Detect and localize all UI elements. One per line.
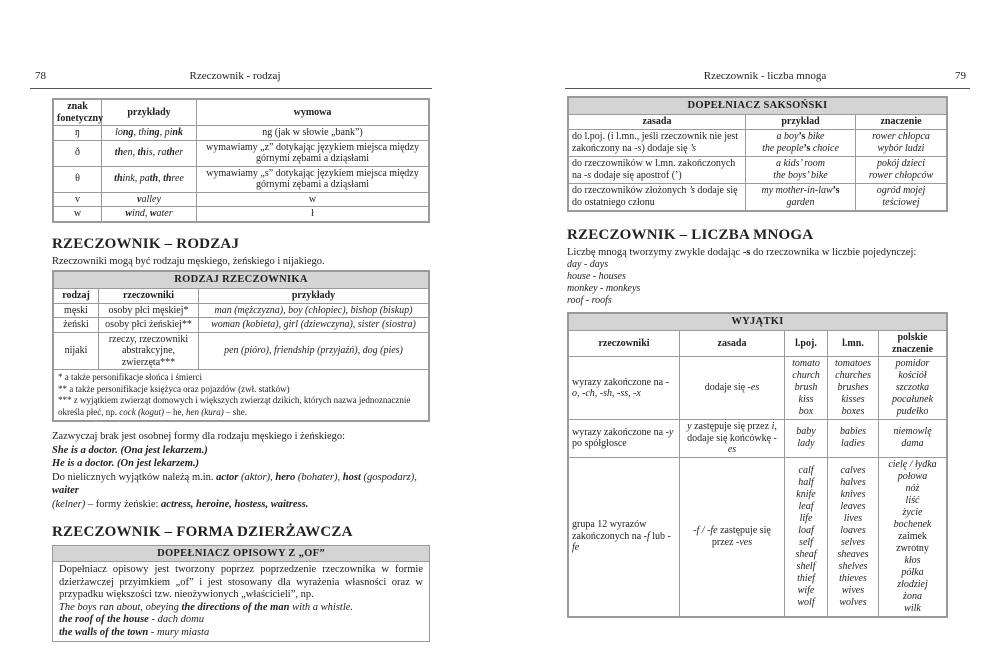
col-header: l.poj.: [785, 331, 828, 357]
examples: [102, 192, 197, 207]
col-header: rzeczowniki: [569, 331, 680, 357]
text-run: th: [163, 173, 172, 185]
text-run: ’s: [832, 185, 840, 197]
word: nóż: [905, 482, 920, 494]
example: [59, 627, 423, 640]
box-title: DOPEŁNIACZ OPISOWY Z „OF”: [53, 546, 429, 562]
text-run: the directions of the man: [181, 601, 290, 613]
example: [59, 602, 423, 615]
text-run: nk: [172, 127, 183, 138]
paragraph-line: [52, 457, 430, 471]
col-header: rzeczowniki: [99, 289, 199, 304]
word: zaimek zwrotny: [896, 530, 929, 554]
example: day - days: [567, 259, 609, 271]
text-run: – she.: [223, 406, 247, 417]
table-row: [569, 183, 947, 210]
text-run: He is a doctor. (On jest lekarzem.): [52, 458, 199, 470]
rule: [569, 156, 746, 183]
text-run: w: [125, 208, 133, 219]
phonetic-sign: ŋ: [54, 126, 102, 141]
text-run: – formy żeńskie:: [85, 498, 162, 510]
text-run: (aktor),: [238, 471, 276, 483]
meaning: [856, 183, 947, 210]
word: boxes: [841, 406, 865, 418]
word: churches: [835, 370, 871, 382]
text-run: host: [342, 471, 361, 483]
table-row: [54, 126, 429, 141]
left-page-content: [52, 98, 430, 642]
example: [746, 156, 856, 183]
table-row: [54, 207, 429, 222]
text-run: with a whistle.: [289, 601, 354, 613]
word: knife: [796, 488, 816, 500]
pronunciation: wymawiamy „z” dotykając językiem miejsca między górnymi zębami a dziąsłami: [197, 140, 429, 166]
pronunciation: ng (jak w słowie „bank”): [197, 126, 429, 141]
text-run: ink, pa: [122, 173, 150, 185]
text-run: do rzeczownika w liczbie pojedynczej:: [750, 246, 917, 258]
word: sheaves: [837, 548, 869, 560]
text-run: dodaje się: [704, 382, 748, 394]
table-title: RODZAJ RZECZOWNIKA: [54, 272, 429, 289]
text-run: alley: [141, 193, 161, 205]
table-row: [54, 318, 429, 333]
text-run: The boys ran about, obeying: [59, 601, 182, 613]
nouns: rzeczy, rzeczowniki abstrakcyjne, zwierzęta***: [99, 332, 199, 370]
text-run: hero: [275, 471, 296, 483]
text-run: th: [114, 173, 123, 185]
gender: nijaki: [54, 332, 99, 370]
word: kłos: [904, 554, 921, 566]
word: lives: [843, 512, 863, 524]
polish-meaning: [879, 420, 947, 458]
text-run: dodaje się apostrof (’): [591, 169, 682, 181]
text-run: ’s: [688, 185, 695, 197]
text-run: is, ra: [145, 147, 167, 159]
table-row: [54, 192, 429, 207]
word: thief: [797, 572, 815, 584]
text-run: lo: [115, 127, 123, 138]
right-page-content: [567, 96, 948, 618]
word: knives: [840, 488, 866, 500]
example: monkey - monkeys: [567, 283, 641, 295]
word: pocałunek: [891, 394, 934, 406]
word: bochenek: [893, 518, 932, 530]
table-row: [569, 420, 947, 458]
word: halves: [840, 476, 866, 488]
section-heading-gender: RZECZOWNIK – RODZAJ: [52, 235, 240, 252]
word: tomatoes: [834, 358, 872, 370]
rule: [680, 457, 785, 616]
text-run: hen (kura): [185, 406, 224, 417]
example: [746, 129, 856, 156]
of-genitive-box: [52, 545, 430, 642]
text-run: -y: [665, 426, 674, 438]
examples: [102, 207, 197, 222]
text-run: ree: [171, 173, 184, 185]
examples: [102, 140, 197, 166]
word: kościół: [898, 370, 927, 382]
examples: man (mężczyzna), boy (chłopiec), bishop (biskup): [199, 303, 429, 318]
polish-meaning: [879, 357, 947, 420]
text-run: the walls of the town: [59, 626, 149, 638]
col-header: zasada: [569, 115, 746, 130]
examples: woman (kobieta), girl (dziewczyna), sister (siostra): [199, 318, 429, 333]
word: brush: [794, 382, 818, 394]
text-run: ’s: [798, 131, 806, 143]
text-run: wyrazy zakończone na: [572, 426, 666, 438]
word: calf: [798, 464, 814, 476]
text-run: -s: [583, 169, 592, 181]
table-row: [54, 332, 429, 370]
word: pokój dzieci: [876, 157, 926, 169]
col-header: zasada: [680, 331, 785, 357]
nouns: [569, 420, 680, 458]
word: złodziej: [897, 578, 928, 590]
nouns: osoby płci żeńskiej**: [99, 318, 199, 333]
text-run: ater: [156, 208, 173, 219]
word: życie: [902, 506, 923, 518]
text-run: a kids’ room: [775, 158, 826, 170]
rule: [569, 129, 746, 156]
text-run: ind,: [132, 208, 150, 219]
text-run: actress, heroine, hostess, waitress.: [161, 498, 309, 510]
nouns: [569, 457, 680, 616]
word: wolves: [839, 596, 867, 608]
rule: [680, 357, 785, 420]
text-run: Zazwyczaj brak jest osobnej formy dla rodzaju męskiego i żeńskiego:: [52, 431, 346, 443]
text-run: my mother-in-law: [761, 185, 833, 197]
section-heading-possessive: RZECZOWNIK – FORMA DZIERŻAWCZA: [52, 524, 353, 541]
word: niemowlę: [893, 426, 932, 438]
text-run: do rzeczowników złożonych: [572, 185, 689, 197]
col-header: znaczenie: [856, 115, 947, 130]
running-head-left: Rzeczownik - rodzaj: [189, 70, 281, 82]
text-run: th: [137, 147, 146, 159]
word: shelf: [796, 560, 816, 572]
word: pudełko: [896, 406, 929, 418]
text-run: (gospodarz),: [360, 471, 417, 483]
nouns: [569, 357, 680, 420]
text-run: Liczbę mnogą tworzymy zwykle dodając: [567, 246, 743, 258]
text-run: ng: [122, 127, 134, 138]
plural: [828, 457, 879, 616]
singular: [785, 457, 828, 616]
pronunciation: ł: [197, 207, 429, 222]
paragraph-line: [52, 444, 430, 458]
phonetic-sign: θ: [54, 166, 102, 192]
page-number-left: 78: [35, 70, 46, 82]
singular: [785, 420, 828, 458]
word: ogród mojej teściowej: [876, 184, 926, 208]
text-run: ng: [149, 127, 160, 138]
text-run: , dodaje się końcówkę: [687, 421, 777, 444]
col-header: rodzaj: [54, 289, 99, 304]
footnote: * a także personifikacje słońca i śmierci: [58, 372, 202, 383]
footnotes: [54, 370, 429, 421]
word: wybór ludzi: [877, 142, 925, 154]
phonetic-sign: v: [54, 192, 102, 207]
text-run: garden: [786, 196, 815, 208]
paragraph-line: [52, 498, 430, 512]
header-rule-left: [30, 88, 432, 89]
word: thieves: [839, 572, 867, 584]
col-header: l.mn.: [828, 331, 879, 357]
word: tomato: [792, 358, 820, 370]
gender-intro: Rzeczowniki mogą być rodzaju męskiego, żeńskiego i nijakiego.: [52, 255, 325, 267]
text-run: cock (kogut): [119, 406, 164, 417]
word: lady: [797, 438, 815, 450]
text-run: i: [771, 421, 775, 433]
word: szczotka: [895, 382, 930, 394]
paragraph-line: [52, 430, 430, 444]
text-run: lub: [649, 530, 668, 542]
text-run: the people: [762, 142, 804, 154]
word: pomidor: [895, 358, 930, 370]
text-run: (kelner): [52, 498, 86, 510]
gender-paragraph: [52, 430, 430, 511]
word: half: [798, 476, 814, 488]
col-header: znak fonetyczny: [54, 100, 102, 126]
text-run: en,: [123, 147, 138, 159]
text-run: wyrazy zakończone na: [572, 376, 666, 388]
gender: żeński: [54, 318, 99, 333]
table-title: DOPEŁNIACZ SAKSOŃSKI: [569, 98, 947, 115]
examples: [102, 166, 197, 192]
gender: męski: [54, 303, 99, 318]
text-run: ) dodaje się: [641, 142, 691, 154]
col-header: przykład: [746, 115, 856, 130]
text-run: , thi: [133, 127, 149, 138]
plural: [828, 420, 879, 458]
text-run: -f / -fe: [693, 525, 718, 537]
text-run: choice: [810, 142, 839, 154]
header-rule-right: [565, 88, 970, 89]
text-run: th: [114, 147, 124, 159]
meaning: [856, 156, 947, 183]
text-run: a boy: [776, 131, 799, 143]
text-run: -o, -ch, -sh, -ss, -x: [572, 376, 669, 400]
singular: [785, 357, 828, 420]
footnote: [58, 395, 424, 418]
table-row: [569, 129, 947, 156]
text-run: zastępuje się przez: [711, 525, 771, 548]
text-run: -es: [727, 432, 777, 456]
text-run: w: [149, 208, 157, 219]
text-run: bike: [805, 131, 825, 143]
word: leaf: [798, 500, 814, 512]
pronunciation: w: [197, 192, 429, 207]
word: life: [799, 512, 813, 524]
text-run: y: [687, 421, 692, 433]
pronunciation: wymawiamy „s” dotykając językiem miejsca między górnymi zębami a dziąsłami: [197, 166, 429, 192]
example: house - houses: [567, 271, 626, 283]
word: self: [799, 536, 813, 548]
plural-examples: [567, 259, 948, 307]
col-header: wymowa: [197, 100, 429, 126]
examples: pen (pióro), friendship (przyjaźń), dog (pies): [199, 332, 429, 370]
text-run: ’s: [803, 142, 811, 154]
text-run: Do nielicznych wyjątków należą m.in.: [52, 471, 217, 483]
saxon-genitive-table: [567, 96, 948, 212]
word: brushes: [837, 382, 869, 394]
text-run: actor: [216, 471, 239, 483]
phonetic-sign: ð: [54, 140, 102, 166]
section-heading-plural: RZECZOWNIK – LICZBA MNOGA: [567, 226, 814, 243]
text-run: (bohater),: [295, 471, 343, 483]
text-run: th: [149, 173, 159, 185]
text-run: do l.poj. (i l.mn., jeśli rzeczownik nie jest zakończony na: [572, 131, 739, 154]
text-run: the roof of the house: [59, 614, 149, 626]
example: [749, 158, 852, 170]
word: loaf: [798, 524, 814, 536]
phonetic-table: [52, 98, 430, 223]
table-row: [54, 140, 429, 166]
table-row: [569, 156, 947, 183]
phonetic-sign: w: [54, 207, 102, 222]
text-run: - mury miasta: [148, 626, 210, 638]
table-title: WYJĄTKI: [569, 314, 947, 331]
nouns: osoby płci męskiej*: [99, 303, 199, 318]
text-run: -s: [634, 142, 642, 154]
word: baby: [796, 426, 816, 438]
text-run: – he,: [163, 406, 186, 417]
text-run: , pi: [159, 127, 173, 138]
example: [749, 185, 852, 208]
word: sheaf: [795, 548, 817, 560]
text-run: -f: [643, 530, 650, 542]
word: dama: [901, 438, 924, 450]
word: church: [792, 370, 820, 382]
text-run: zastępuje się przez: [691, 421, 772, 433]
word: kisses: [841, 394, 865, 406]
example: [746, 183, 856, 210]
rule: [569, 183, 746, 210]
word: selves: [841, 536, 865, 548]
word: box: [798, 406, 814, 418]
text-run: -fe: [572, 530, 671, 554]
word: wives: [841, 584, 865, 596]
example: [749, 143, 852, 155]
word: wilk: [904, 602, 921, 614]
text-run: er: [174, 147, 184, 159]
word: loaves: [840, 524, 866, 536]
text-run: -es: [747, 382, 760, 394]
col-header: przykłady: [199, 289, 429, 304]
word: półka: [901, 566, 924, 578]
example: roof - roofs: [567, 295, 612, 307]
paragraph-line: [52, 471, 430, 498]
table-row: [54, 303, 429, 318]
meaning: [856, 129, 947, 156]
rule: [680, 420, 785, 458]
text-run: do rzeczowników w l.mn. zakończonych na: [572, 158, 736, 181]
text-run: ’s: [690, 142, 696, 154]
word: rower chłopca: [872, 130, 930, 142]
text-run: dodaje się do ostatniego członu: [572, 185, 738, 208]
word: babies: [839, 426, 867, 438]
text-run: - dach domu: [148, 614, 204, 626]
col-header: polskie znaczenie: [879, 331, 947, 357]
table-row: [569, 357, 947, 420]
text-run: v: [137, 193, 142, 205]
word: cielę / łydka: [888, 458, 937, 470]
plural: [828, 357, 879, 420]
col-header: przykłady: [102, 100, 197, 126]
example: [749, 131, 852, 143]
page-number-right: 79: [955, 70, 966, 82]
word: rower chłopców: [868, 169, 934, 181]
box-text: Dopełniacz opisowy jest tworzony poprzez poprzedzenie rzeczownika w formie dzierżawczej przyimkiem „of” i jest stosowany dla wyrażenia własności oraz w przypadku większości tzw. nieożywionych „właścicieli”, np.: [59, 564, 423, 601]
example: [749, 170, 852, 182]
word: liść: [905, 494, 920, 506]
text-run: -ves: [736, 536, 753, 548]
text-run: *** z wyjątkiem zwierząt domowych i większych zwierząt dzikich, których nazwa jednoznacznie określa płeć, np.: [58, 395, 411, 417]
word: kiss: [798, 394, 814, 406]
table-row: [54, 166, 429, 192]
table-row: [569, 457, 947, 616]
word: połowa: [897, 470, 928, 482]
word: leaves: [840, 500, 866, 512]
examples: [102, 126, 197, 141]
word: wolf: [797, 596, 815, 608]
word: ladies: [841, 438, 865, 450]
text-run: She is a doctor. (Ona jest lekarzem.): [52, 444, 208, 456]
plural-intro: [567, 246, 948, 260]
text-run: -s: [742, 246, 751, 258]
word: calves: [840, 464, 866, 476]
exceptions-table: [567, 312, 948, 618]
text-run: waiter: [52, 485, 79, 497]
text-run: th: [166, 147, 175, 159]
text-run: the boys’ bike: [773, 169, 828, 181]
running-head-right: Rzeczownik - liczba mnoga: [703, 70, 827, 82]
word: shelves: [838, 560, 868, 572]
word: wife: [797, 584, 815, 596]
example: [59, 614, 423, 627]
polish-meaning: [879, 457, 947, 616]
text-run: ,: [158, 173, 164, 185]
text-run: grupa 12 wyrazów zakończonych na: [572, 519, 647, 542]
text-run: po spółgłosce: [572, 438, 627, 450]
footnote: ** a także personifikacje księżyca oraz pojazdów (zwł. statków): [58, 383, 290, 394]
word: żona: [903, 590, 922, 602]
gender-table: [52, 270, 430, 422]
